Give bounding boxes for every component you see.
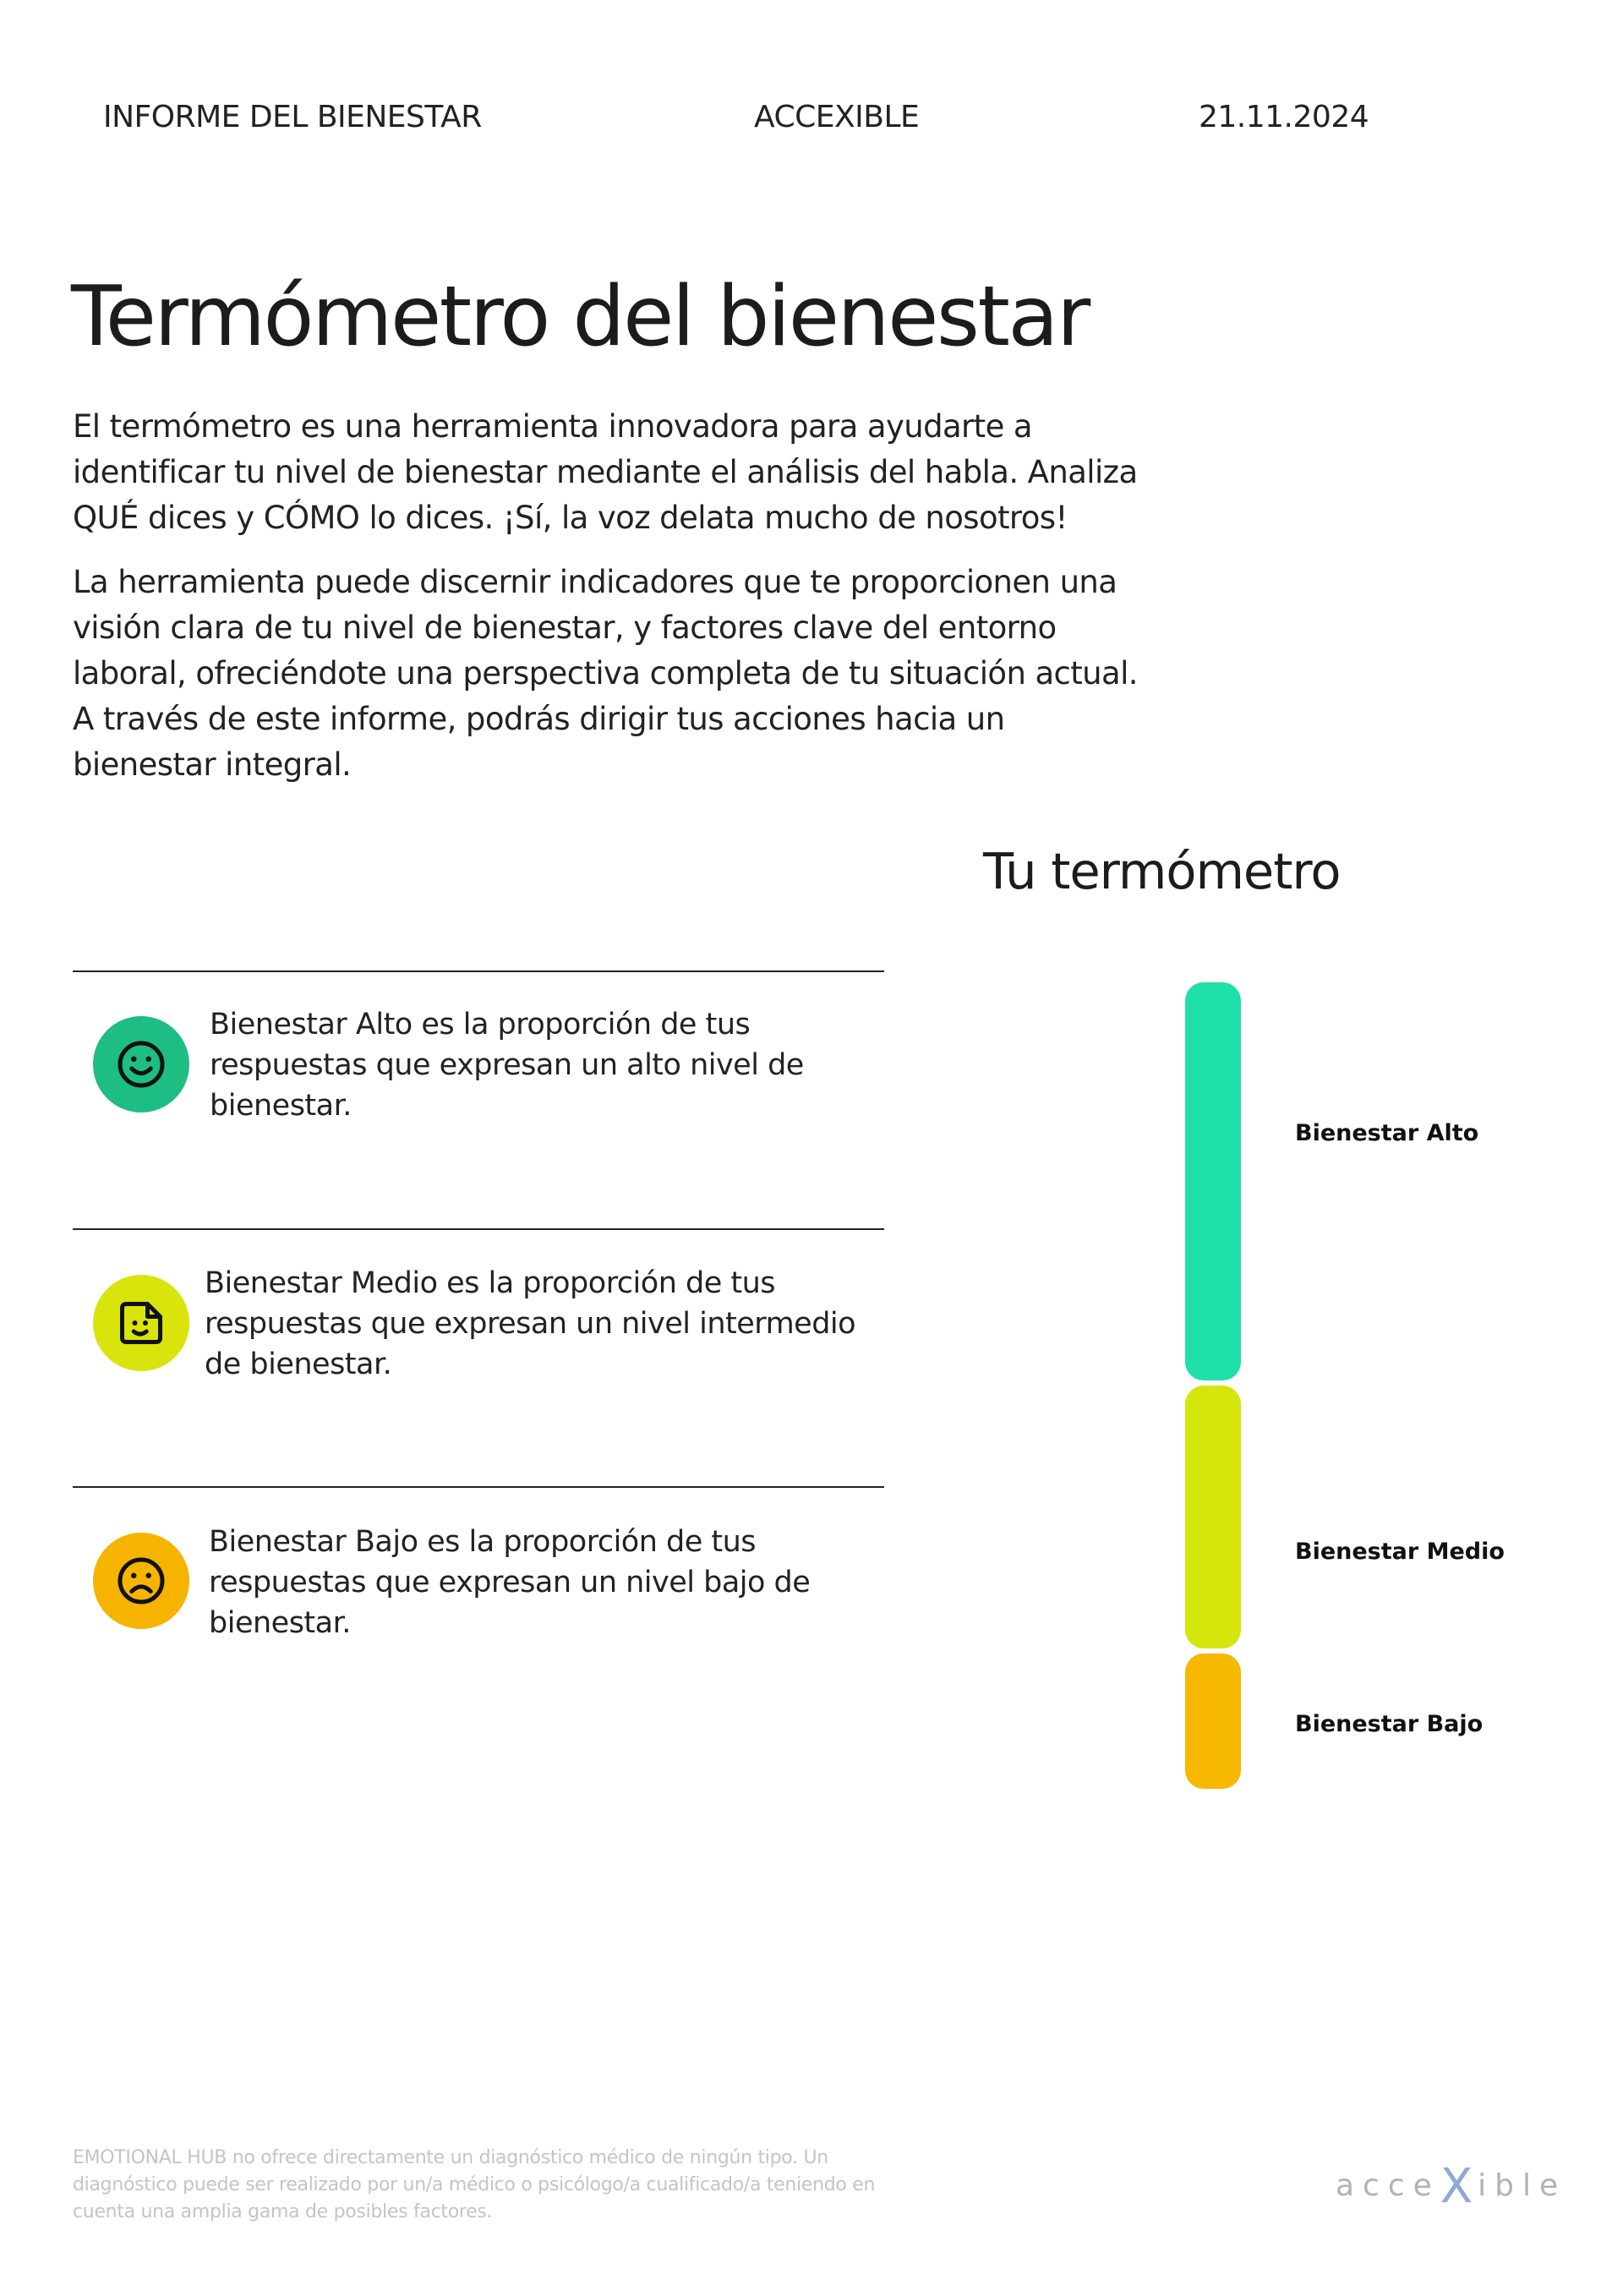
level-high-badge: [93, 1016, 189, 1112]
intro-paragraph: La herramienta puede discernir indicadores que te proporcionen una visión clara de tu nivel de bienestar, y factores clave del entorno laboral, ofreciéndote una perspectiva completa de tu situación actual. A través de este informe, podrás dirigir tus acciones hacia un bienestar integral.: [73, 564, 1138, 783]
level-medium-badge: [93, 1275, 189, 1371]
accexible-logo: [1336, 2159, 1566, 2214]
report-date: 21.11.2024: [1199, 100, 1369, 134]
intro-paragraph: El termómetro es una herramienta innovadora para ayudarte a identificar tu nivel de bienestar mediante el análisis del habla. Analiza QUÉ dices y CÓMO lo dices. ¡Sí, la voz delata mucho de nosotros!: [73, 408, 1138, 536]
divider: [73, 970, 884, 972]
thermometer-label-medium: Bienestar Medio: [1295, 1539, 1505, 1566]
logo-prefix: acce: [1336, 2168, 1440, 2203]
logo-x: X: [1440, 2159, 1478, 2214]
report-label: INFORME DEL BIENESTAR: [103, 100, 482, 134]
smile-icon: [116, 1039, 167, 1090]
level-low-badge: [93, 1533, 189, 1629]
divider: [73, 1486, 884, 1488]
level-high-description: Bienestar Alto es la proporción de tus respuestas que expresan un alto nivel de bienestar.: [210, 1008, 804, 1123]
thermometer-label-high: Bienestar Alto: [1295, 1119, 1479, 1146]
thermometer-title: Tu termómetro: [983, 842, 1341, 900]
thermometer-segment-low: [1185, 1654, 1241, 1789]
thermometer-label-low: Bienestar Bajo: [1295, 1710, 1484, 1737]
frown-icon: [116, 1555, 167, 1606]
thermometer-segment-medium: [1185, 1386, 1241, 1648]
page-title: Termómetro del bienestar: [71, 269, 1089, 365]
neutral-face-icon: [116, 1298, 167, 1348]
level-low-description: Bienestar Bajo es la proporción de tus respuestas que expresan un nivel bajo de bienestar.: [209, 1525, 811, 1640]
logo-suffix: ible: [1478, 2168, 1567, 2203]
brand-label: ACCEXIBLE: [754, 100, 920, 134]
divider: [73, 1228, 884, 1230]
medical-disclaimer: EMOTIONAL HUB no ofrece directamente un diagnóstico médico de ningún tipo. Un diagnóstico puede ser realizado por un/a médico o psicólogo/a cualificado/a teniendo en cuenta una amplia gama de posibles factores.: [73, 2147, 876, 2222]
thermometer-segment-high: [1185, 982, 1241, 1380]
level-medium-description: Bienestar Medio es la proporción de tus respuestas que expresan un nivel intermedio de bienestar.: [205, 1266, 856, 1381]
